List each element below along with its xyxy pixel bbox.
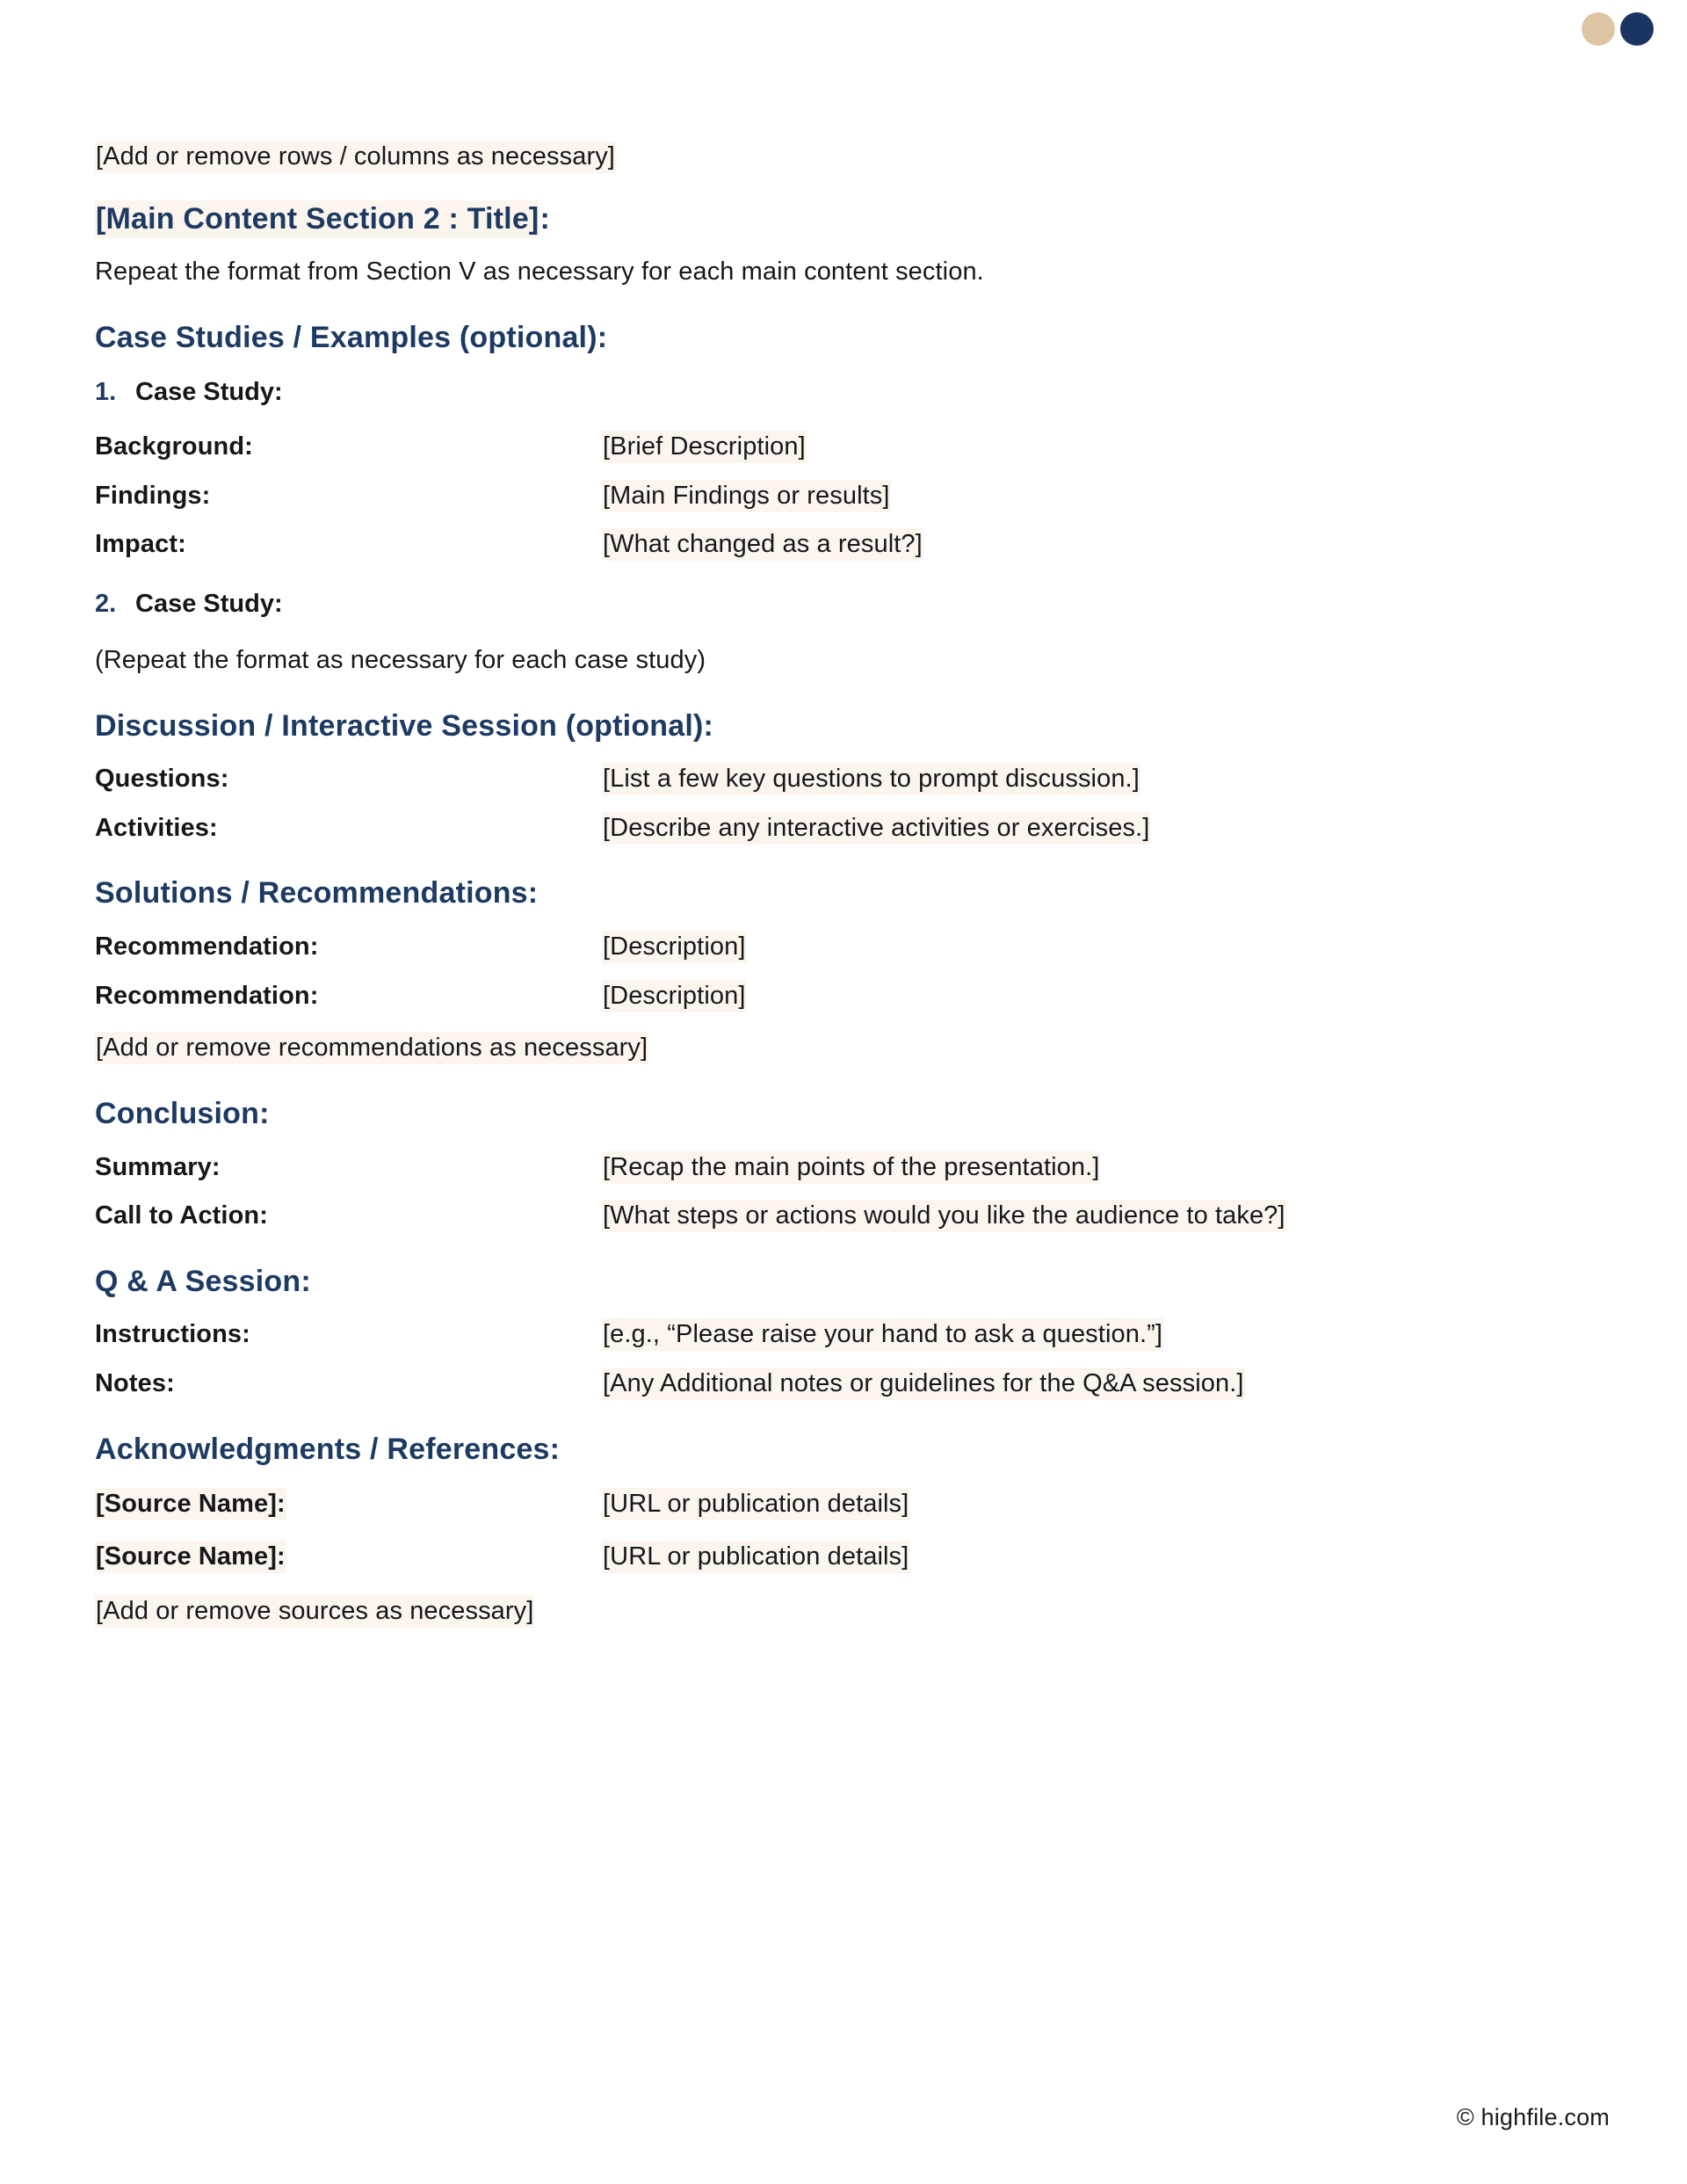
- field-row-call-to-action: [95, 1200, 1596, 1233]
- document-body: [95, 141, 1596, 1628]
- field-value: [Recap the main points of the presentation.]: [602, 1151, 1100, 1184]
- field-label: Notes:: [95, 1369, 175, 1398]
- field-row-background: [95, 431, 1596, 464]
- field-value: [What changed as a result?]: [602, 528, 923, 561]
- case-studies-repeat-note: (Repeat the format as necessary for each case study): [95, 645, 706, 674]
- list-number: 1.: [95, 378, 117, 407]
- field-label: Instructions:: [95, 1320, 250, 1349]
- field-row-questions: [95, 763, 1596, 796]
- footer-copyright: © highfile.com: [1456, 2104, 1610, 2130]
- field-row-recommendation-1: [95, 931, 1596, 964]
- main-content-section-2-body: Repeat the format from Section V as necessary for each main content section.: [95, 258, 984, 287]
- acknowledgments-note: [95, 1595, 1596, 1629]
- list-item-case-study-2: [95, 588, 1596, 621]
- heading-main-content-section-2: [95, 200, 1596, 239]
- list-item-case-study-1: [95, 376, 1596, 410]
- field-row-activities: [95, 812, 1596, 845]
- field-value: [Description]: [602, 931, 746, 963]
- acknowledgments-note-text: [Add or remove sources as necessary]: [95, 1595, 534, 1628]
- field-label: Questions:: [95, 765, 229, 794]
- heading-discussion: Discussion / Interactive Session (optional):: [95, 708, 714, 743]
- field-value: [What steps or actions would you like the audience to take?]: [602, 1200, 1286, 1232]
- field-label: Call to Action:: [95, 1201, 268, 1230]
- field-label: [95, 1541, 602, 1574]
- field-label: Recommendation:: [95, 981, 319, 1010]
- top-note-paragraph: [95, 141, 1596, 174]
- field-value: [URL or publication details]: [602, 1488, 909, 1520]
- brand-dot-tan-icon: [1582, 12, 1615, 46]
- field-row-source-2: [95, 1541, 1596, 1574]
- field-row-findings: [95, 480, 1596, 513]
- list-number: 2.: [95, 590, 117, 619]
- field-label: Activities:: [95, 813, 218, 842]
- field-value: [Description]: [602, 980, 746, 1012]
- field-label: Summary:: [95, 1152, 221, 1181]
- field-value: [e.g., “Please raise your hand to ask a question.”]: [602, 1318, 1163, 1351]
- field-value: [Any Additional notes or guidelines for the Q&A session.]: [602, 1368, 1245, 1400]
- field-value: [List a few key questions to prompt discussion.]: [602, 763, 1140, 795]
- heading-conclusion: Conclusion:: [95, 1097, 270, 1130]
- solutions-note-text: [Add or remove recommendations as necessary]: [95, 1032, 648, 1064]
- field-row-instructions: [95, 1318, 1596, 1352]
- brand-dot-navy-icon: [1620, 12, 1654, 46]
- heading-qa-session: Q & A Session:: [95, 1264, 311, 1298]
- field-label: Impact:: [95, 530, 186, 559]
- field-row-notes: [95, 1368, 1596, 1401]
- heading-main-content-section-2-suffix: :: [539, 201, 550, 236]
- field-value: [Main Findings or results]: [602, 480, 891, 512]
- field-label-text: [Source Name]:: [95, 1541, 286, 1573]
- list-item-label: Case Study:: [135, 590, 283, 619]
- brand-logo: [1582, 12, 1654, 46]
- field-row-summary: [95, 1151, 1596, 1185]
- list-item-label: Case Study:: [135, 378, 283, 407]
- heading-main-content-section-2-bracket: [Main Content Section 2 : Title]: [95, 200, 539, 238]
- field-value: [URL or publication details]: [602, 1541, 909, 1573]
- field-label: [95, 1488, 602, 1521]
- field-row-recommendation-2: [95, 980, 1596, 1013]
- heading-acknowledgments: Acknowledgments / References:: [95, 1432, 561, 1466]
- field-label-text: [Source Name]:: [95, 1488, 286, 1520]
- field-row-impact: [95, 528, 1596, 562]
- field-value: [Describe any interactive activities or exercises.]: [602, 812, 1150, 845]
- solutions-note: [95, 1032, 1596, 1065]
- field-label: Findings:: [95, 481, 211, 510]
- field-label: Background:: [95, 432, 253, 461]
- field-row-source-1: [95, 1488, 1596, 1521]
- top-note-text: [Add or remove rows / columns as necessary]: [95, 141, 616, 173]
- heading-case-studies: Case Studies / Examples (optional):: [95, 320, 608, 354]
- heading-solutions: Solutions / Recommendations:: [95, 876, 539, 911]
- field-value: [Brief Description]: [602, 431, 807, 463]
- field-label: Recommendation:: [95, 932, 319, 961]
